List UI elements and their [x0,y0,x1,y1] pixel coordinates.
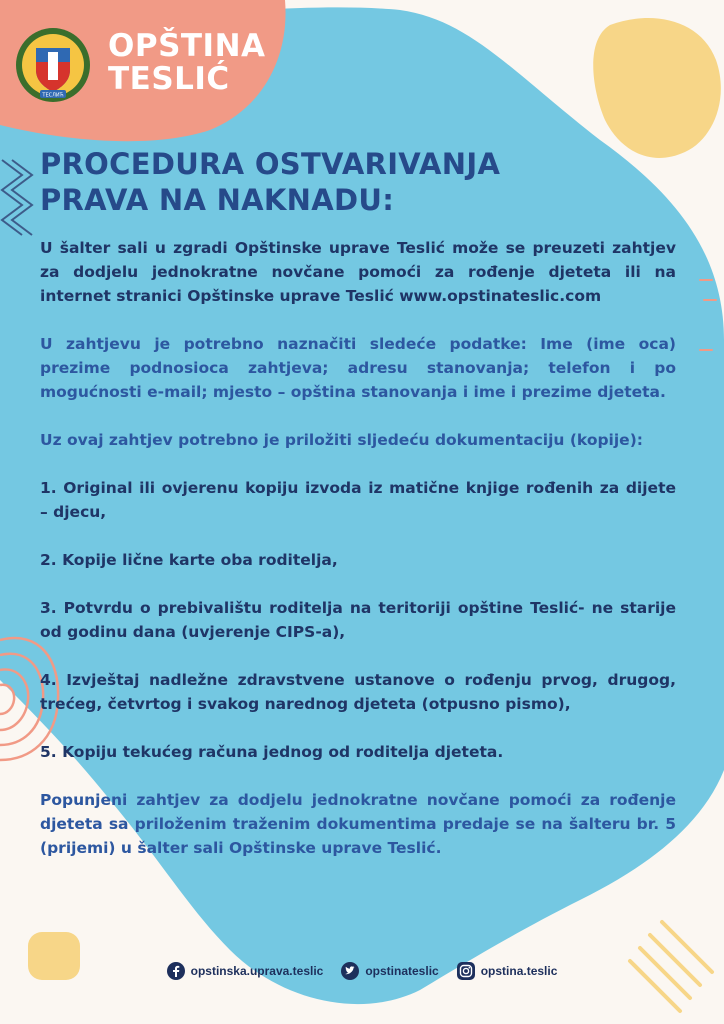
municipality-coat-of-arms [14,26,92,104]
title-line-2: PRAVA NA NAKNADU: [40,183,395,217]
page-title [40,146,500,218]
document-item-4: 4. Izvještaj nadležne zdravstvene ustanove o rođenju prvog, drugog, trećeg, četvrtog i svakog narednog djeteta (otpusno pismo), [40,671,676,713]
twitter-icon [341,962,359,980]
facebook-link[interactable] [167,962,324,980]
instagram-link[interactable] [457,962,558,980]
fields-paragraph: U zahtjevu je potrebno naznačiti sledeće podatke: Ime (ime oca) prezime podnosioca zahtjeva; adresu stanovanja; telefon i po mogućnosti e-mail; mjesto – opština stanovanja i ime i prezime djeteta. [40,335,676,401]
instagram-handle: opstina.teslic [480,964,558,978]
instagram-icon [457,962,475,980]
svg-text:ТЕСЛИЋ: ТЕСЛИЋ [42,92,64,99]
twitter-link[interactable] [341,962,438,980]
intro-paragraph: U šalter sali u zgradi Opštinske uprave Teslić može se preuzeti zahtjev za dodjelu jednokratne novčane pomoći za rođenje djeteta ili na internet stranici Opštinske uprave Teslić www.opstinateslic.com [40,239,676,305]
title-line-1: PROCEDURA OSTVARIVANJA [40,147,501,181]
document-item-5: 5. Kopiju tekućeg računa jednog od roditelja djeteta. [40,743,504,761]
brand-line-1: OPŠTINA [108,28,266,64]
procedure-content [40,236,676,860]
yellow-shape [593,18,721,158]
facebook-handle: opstinska.uprava.teslic [190,964,324,978]
brand-line-2: TESLIĆ [108,61,230,97]
twitter-handle: opstinateslic [365,964,439,978]
document-item-3: 3. Potvrdu o prebivalištu roditelja na teritoriji opštine Teslić- ne starije od godinu dana (uvjerenje CIPS-a), [40,599,676,641]
municipality-brand [108,30,266,96]
closing-paragraph: Popunjeni zahtjev za dodjelu jednokratne novčane pomoći za rođenje djeteta sa priloženim traženim dokumentima predaje se na šalteru br. 5 (prijemi) u šalter sali Opštinske uprave Teslić. [40,791,676,857]
document-item-2: 2. Kopije lične karte oba roditelja, [40,551,338,569]
document-item-1: 1. Original ili ovjerenu kopiju izvoda iz matične knjige rođenih za dijete – djecu, [40,479,676,521]
attachments-paragraph: Uz ovaj zahtjev potrebno je priložiti sljedeću dokumentaciju (kopije): [40,431,643,449]
facebook-icon [167,962,185,980]
social-footer [0,962,724,980]
